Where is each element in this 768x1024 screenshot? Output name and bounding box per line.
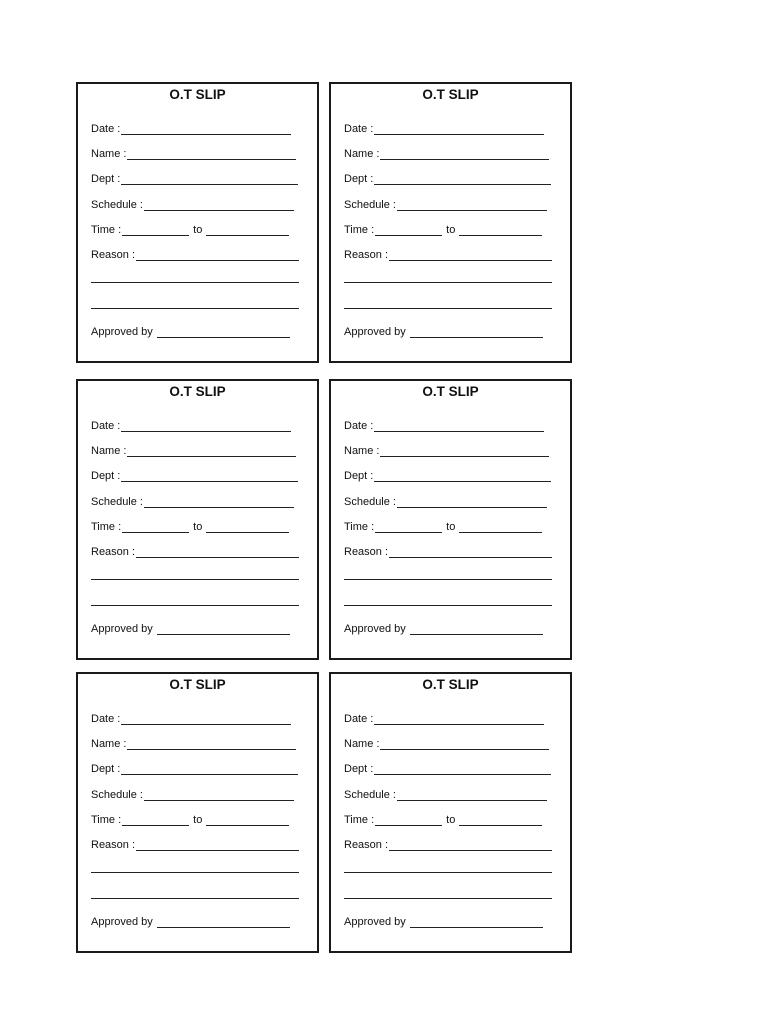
time-from-field[interactable] xyxy=(375,521,442,533)
time-to-label: to xyxy=(193,224,203,236)
schedule-label: Schedule : xyxy=(91,496,143,508)
approved-field[interactable] xyxy=(410,623,543,635)
time-row xyxy=(344,517,542,533)
date-label: Date : xyxy=(91,713,121,725)
dept-label: Dept : xyxy=(91,763,121,775)
reason-line-1[interactable] xyxy=(91,282,299,283)
time-row xyxy=(91,517,289,533)
name-field[interactable] xyxy=(127,738,296,750)
reason-line-2[interactable] xyxy=(91,308,299,309)
date-field[interactable] xyxy=(374,713,544,725)
approved-row xyxy=(344,619,543,635)
name-label: Name : xyxy=(91,445,127,457)
slip-title: O.T SLIP xyxy=(422,384,479,399)
time-from-field[interactable] xyxy=(122,521,189,533)
reason-field[interactable] xyxy=(389,839,552,851)
dept-row xyxy=(344,759,551,775)
name-row xyxy=(91,734,296,750)
slip-title: O.T SLIP xyxy=(169,677,226,692)
reason-label: Reason : xyxy=(344,546,389,558)
time-to-field[interactable] xyxy=(459,521,542,533)
date-field[interactable] xyxy=(374,420,544,432)
approved-field[interactable] xyxy=(157,326,290,338)
time-label: Time : xyxy=(344,224,375,236)
time-from-field[interactable] xyxy=(122,224,189,236)
ot-slip xyxy=(76,82,319,363)
reason-line-1[interactable] xyxy=(344,282,552,283)
dept-field[interactable] xyxy=(374,173,551,185)
reason-field[interactable] xyxy=(136,249,299,261)
name-row xyxy=(344,144,549,160)
ot-slip xyxy=(329,82,572,363)
name-field[interactable] xyxy=(127,445,296,457)
name-label: Name : xyxy=(91,738,127,750)
reason-row xyxy=(344,542,552,558)
name-label: Name : xyxy=(344,738,380,750)
time-label: Time : xyxy=(91,814,122,826)
schedule-label: Schedule : xyxy=(344,789,396,801)
approved-label: Approved by xyxy=(344,326,406,338)
schedule-row xyxy=(344,785,547,801)
schedule-row xyxy=(91,785,294,801)
schedule-field[interactable] xyxy=(144,789,294,801)
approved-label: Approved by xyxy=(344,623,406,635)
date-row xyxy=(344,709,544,725)
date-label: Date : xyxy=(344,420,374,432)
reason-label: Reason : xyxy=(91,249,136,261)
ot-slip xyxy=(76,672,319,953)
name-label: Name : xyxy=(344,445,380,457)
schedule-label: Schedule : xyxy=(344,199,396,211)
dept-label: Dept : xyxy=(344,763,374,775)
dept-row xyxy=(344,169,551,185)
approved-label: Approved by xyxy=(344,916,406,928)
ot-slip xyxy=(329,379,572,660)
schedule-row xyxy=(344,195,547,211)
reason-line-2[interactable] xyxy=(344,605,552,606)
schedule-label: Schedule : xyxy=(91,199,143,211)
reason-label: Reason : xyxy=(91,839,136,851)
slip-title: O.T SLIP xyxy=(422,677,479,692)
dept-field[interactable] xyxy=(121,470,298,482)
time-label: Time : xyxy=(91,224,122,236)
schedule-label: Schedule : xyxy=(344,496,396,508)
reason-row xyxy=(91,542,299,558)
reason-label: Reason : xyxy=(91,546,136,558)
schedule-row xyxy=(344,492,547,508)
schedule-row xyxy=(91,492,294,508)
slip-title: O.T SLIP xyxy=(169,87,226,102)
time-to-field[interactable] xyxy=(206,521,289,533)
name-row xyxy=(91,144,296,160)
ot-slip xyxy=(76,379,319,660)
reason-line-1[interactable] xyxy=(91,579,299,580)
reason-field[interactable] xyxy=(389,249,552,261)
approved-field[interactable] xyxy=(410,916,543,928)
date-label: Date : xyxy=(91,420,121,432)
approved-row xyxy=(91,619,290,635)
time-from-field[interactable] xyxy=(122,814,189,826)
dept-field[interactable] xyxy=(121,763,298,775)
date-row xyxy=(91,119,291,135)
date-row xyxy=(344,119,544,135)
name-row xyxy=(91,441,296,457)
date-row xyxy=(344,416,544,432)
time-label: Time : xyxy=(91,521,122,533)
time-to-field[interactable] xyxy=(206,224,289,236)
dept-field[interactable] xyxy=(121,173,298,185)
dept-field[interactable] xyxy=(374,763,551,775)
time-to-field[interactable] xyxy=(206,814,289,826)
time-to-label: to xyxy=(446,814,456,826)
reason-line-1[interactable] xyxy=(91,872,299,873)
reason-label: Reason : xyxy=(344,249,389,261)
reason-line-2[interactable] xyxy=(344,898,552,899)
schedule-label: Schedule : xyxy=(91,789,143,801)
name-field[interactable] xyxy=(380,148,549,160)
approved-row xyxy=(344,322,543,338)
date-field[interactable] xyxy=(121,420,291,432)
ot-slip xyxy=(329,672,572,953)
approved-row xyxy=(91,912,290,928)
name-row xyxy=(344,441,549,457)
time-to-label: to xyxy=(446,521,456,533)
dept-label: Dept : xyxy=(91,173,121,185)
time-to-field[interactable] xyxy=(459,814,542,826)
reason-field[interactable] xyxy=(136,546,299,558)
date-row xyxy=(91,709,291,725)
reason-label: Reason : xyxy=(344,839,389,851)
schedule-field[interactable] xyxy=(144,199,294,211)
date-field[interactable] xyxy=(374,123,544,135)
reason-line-2[interactable] xyxy=(91,605,299,606)
name-field[interactable] xyxy=(127,148,296,160)
time-from-field[interactable] xyxy=(375,224,442,236)
schedule-field[interactable] xyxy=(397,496,547,508)
dept-label: Dept : xyxy=(344,470,374,482)
approved-row xyxy=(344,912,543,928)
time-row xyxy=(91,220,289,236)
reason-line-1[interactable] xyxy=(344,872,552,873)
slip-title: O.T SLIP xyxy=(422,87,479,102)
name-label: Name : xyxy=(91,148,127,160)
dept-field[interactable] xyxy=(374,470,551,482)
date-label: Date : xyxy=(91,123,121,135)
approved-label: Approved by xyxy=(91,326,153,338)
schedule-field[interactable] xyxy=(397,199,547,211)
time-label: Time : xyxy=(344,521,375,533)
reason-line-1[interactable] xyxy=(344,579,552,580)
date-field[interactable] xyxy=(121,123,291,135)
schedule-field[interactable] xyxy=(397,789,547,801)
dept-label: Dept : xyxy=(344,173,374,185)
dept-row xyxy=(344,466,551,482)
time-row xyxy=(91,810,289,826)
reason-row xyxy=(344,835,552,851)
approved-field[interactable] xyxy=(157,623,290,635)
reason-line-2[interactable] xyxy=(344,308,552,309)
approved-field[interactable] xyxy=(157,916,290,928)
name-row xyxy=(344,734,549,750)
slip-title: O.T SLIP xyxy=(169,384,226,399)
time-from-field[interactable] xyxy=(375,814,442,826)
date-label: Date : xyxy=(344,123,374,135)
time-to-label: to xyxy=(193,814,203,826)
date-field[interactable] xyxy=(121,713,291,725)
time-to-label: to xyxy=(193,521,203,533)
reason-field[interactable] xyxy=(136,839,299,851)
approved-label: Approved by xyxy=(91,623,153,635)
dept-row xyxy=(91,466,298,482)
name-field[interactable] xyxy=(380,738,549,750)
reason-line-2[interactable] xyxy=(91,898,299,899)
dept-row xyxy=(91,759,298,775)
name-field[interactable] xyxy=(380,445,549,457)
schedule-field[interactable] xyxy=(144,496,294,508)
time-row xyxy=(344,220,542,236)
time-to-field[interactable] xyxy=(459,224,542,236)
reason-row xyxy=(91,835,299,851)
date-row xyxy=(91,416,291,432)
date-label: Date : xyxy=(344,713,374,725)
approved-field[interactable] xyxy=(410,326,543,338)
reason-row xyxy=(344,245,552,261)
approved-row xyxy=(91,322,290,338)
time-label: Time : xyxy=(344,814,375,826)
reason-row xyxy=(91,245,299,261)
reason-field[interactable] xyxy=(389,546,552,558)
time-to-label: to xyxy=(446,224,456,236)
dept-row xyxy=(91,169,298,185)
schedule-row xyxy=(91,195,294,211)
name-label: Name : xyxy=(344,148,380,160)
approved-label: Approved by xyxy=(91,916,153,928)
time-row xyxy=(344,810,542,826)
dept-label: Dept : xyxy=(91,470,121,482)
